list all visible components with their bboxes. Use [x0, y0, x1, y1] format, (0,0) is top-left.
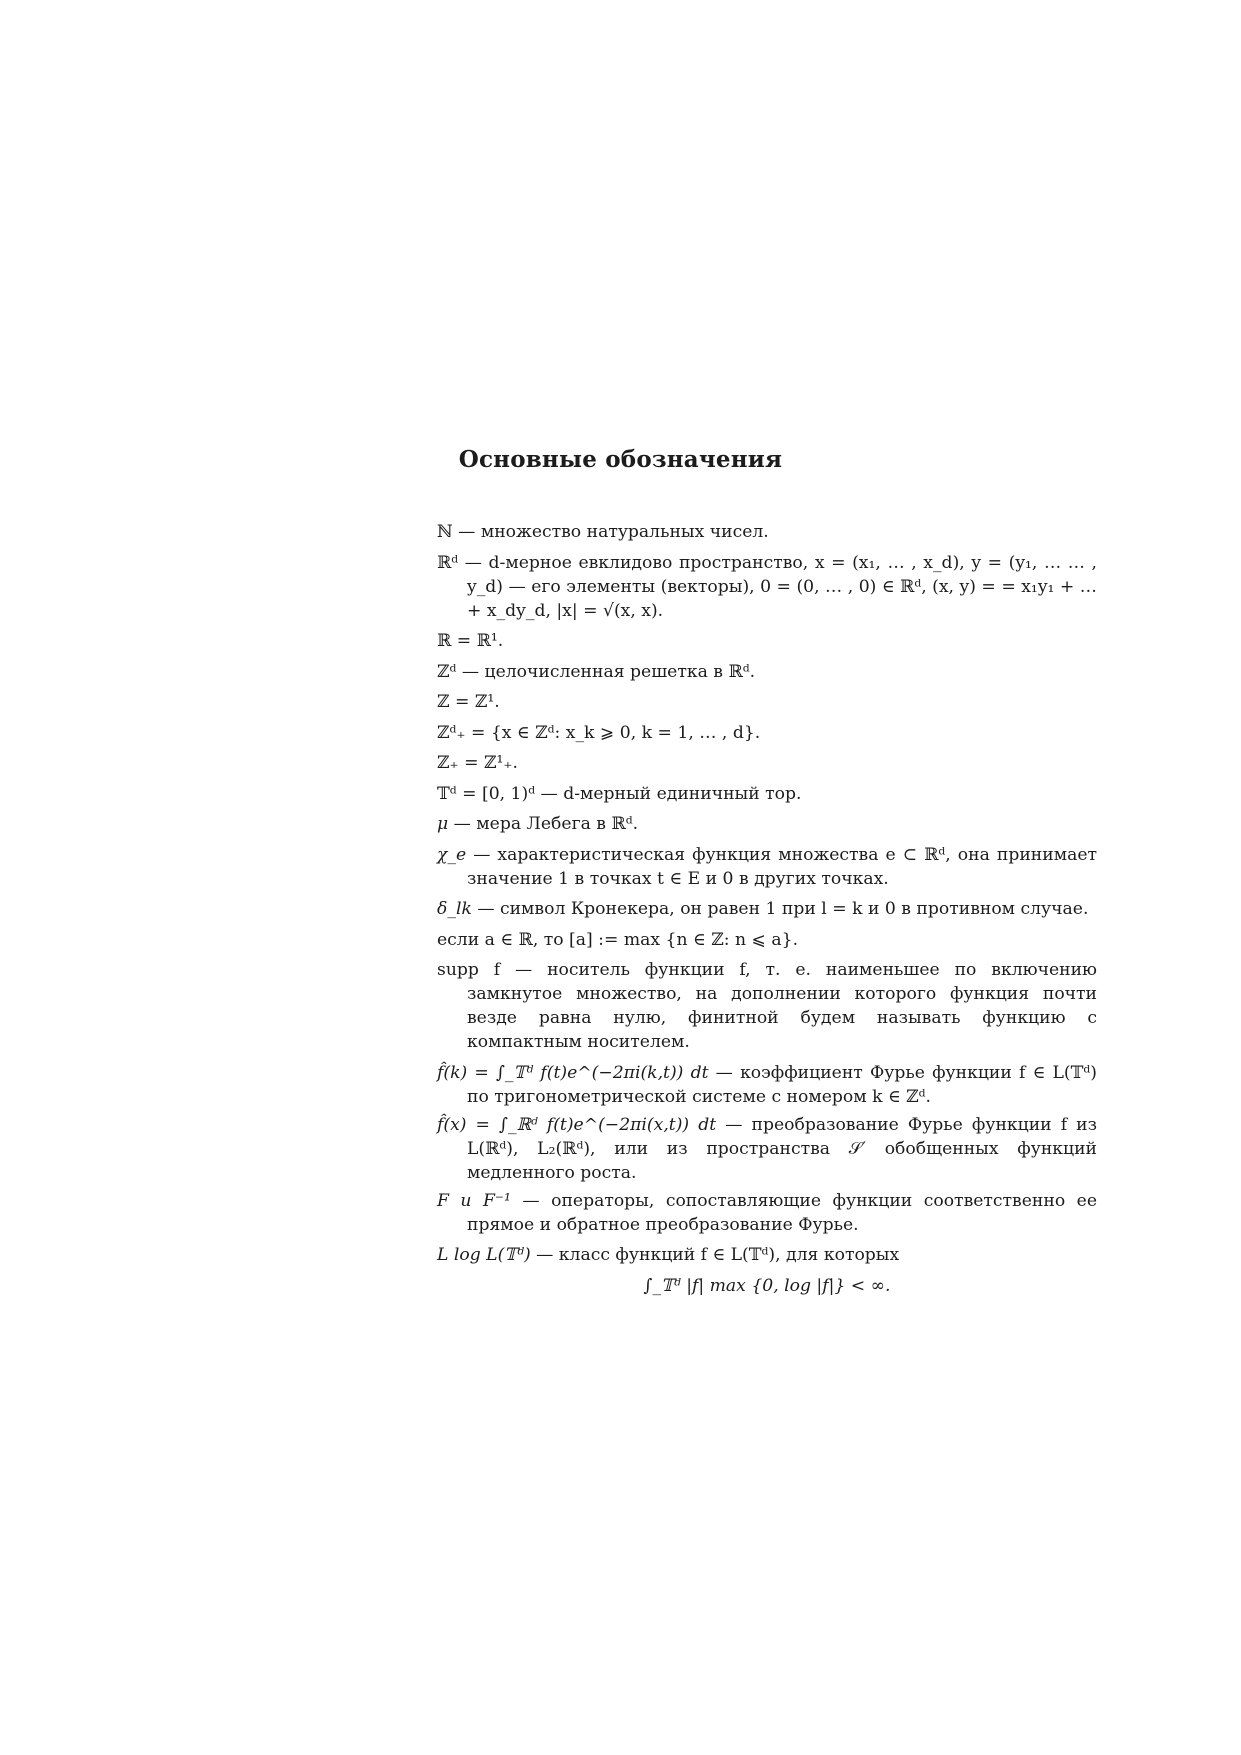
notation-entry: [437, 782, 1097, 806]
notation-term: μ: [437, 814, 449, 834]
final-formula: ∫_𝕋ᵈ |f| max {0, log |f|} < ∞.: [643, 1275, 891, 1296]
notation-desc: — коэффициент Фурье функции f ∈ L(𝕋ᵈ) по тригонометрической системе с номером k ∈ ℤᵈ.: [467, 1062, 1097, 1107]
notation-entry: [437, 551, 1097, 623]
notation-entry: [437, 1243, 1097, 1267]
notation-entry: [437, 751, 1097, 775]
notation-desc: — целочисленная решетка в ℝᵈ.: [456, 661, 756, 682]
notation-desc: — мера Лебега в ℝᵈ.: [448, 814, 639, 834]
notation-entry: [437, 629, 1097, 653]
notation-term: если a ∈ ℝ, то [a] := max {n ∈ ℤ: n ⩽ a}.: [437, 929, 799, 950]
notation-term: ℤ₊ = ℤ¹₊.: [437, 753, 518, 773]
notation-entry: [437, 660, 1097, 684]
notation-term: f̂(k) = ∫_𝕋ᵈ f(t)e^(−2πi(k,t)) dt: [437, 1062, 709, 1083]
notation-entry: [437, 897, 1097, 921]
notation-desc: — d-мерный единичный тор.: [535, 783, 802, 804]
notation-desc: — операторы, сопоставляющие функции соответственно ее прямое и обратное преобразование Фурье.: [467, 1190, 1098, 1235]
notation-entry: [437, 843, 1097, 891]
notation-entry: [437, 812, 1097, 836]
notation-term: ℤᵈ₊ = {x ∈ ℤᵈ: x_k ⩾ 0, k = 1, … , d}.: [437, 722, 761, 743]
notation-term: ℝᵈ: [437, 552, 459, 573]
notation-entry: [437, 1113, 1097, 1185]
notation-term: ℤ = ℤ¹.: [437, 692, 500, 712]
notation-term: δ_lk: [437, 899, 472, 919]
notation-entry: [437, 958, 1097, 1054]
notation-entry: [437, 690, 1097, 714]
notation-desc: — множество натуральных чисел.: [452, 522, 769, 542]
notation-term: F и F⁻¹: [437, 1190, 511, 1211]
notation-desc: — носитель функции f, т. е. наименьшее по включению замкнутое множество, на дополнении которого функция почти везде равна нулю, финитной будем называть функцию с компактным носителем.: [467, 960, 1097, 1052]
notation-desc: — класс функций f ∈ L(𝕋ᵈ), для которых: [530, 1245, 900, 1265]
notation-desc: — символ Кронекера, он равен 1 при l = k и 0 в противном случае.: [471, 899, 1089, 919]
notation-term: L log L(𝕋ᵈ): [437, 1245, 531, 1265]
notation-entry: [437, 1189, 1097, 1237]
notation-desc: — преобразование Фурье функции f из L(ℝᵈ), L₂(ℝᵈ), или из пространства 𝒮′ обобщенных функций медленного роста.: [467, 1114, 1097, 1183]
notation-desc: — d-мерное евклидово пространство, x = (x₁, … , x_d), y = (y₁, … … , y_d) — его элементы (векторы), 0 = (0, … , 0) ∈ ℝᵈ, (x, y) = = x₁y₁ + … + x_dy_d, |x| = √(x, x).: [458, 552, 1097, 621]
notation-term: f̂(x) = ∫_ℝᵈ f(t)e^(−2πi(x,t)) dt: [437, 1114, 717, 1135]
notation-term: ℝ = ℝ¹.: [437, 631, 504, 651]
notation-entry: [437, 520, 1097, 544]
notation-term: χ_e: [437, 844, 467, 865]
notation-entry: [437, 1061, 1097, 1109]
notation-term: ℤᵈ: [437, 661, 457, 682]
notation-term: supp f: [437, 960, 501, 980]
notation-entry: [437, 928, 1097, 952]
notation-desc: — характеристическая функция множества e ⊂ ℝᵈ, она принимает значение 1 в точках t ∈ E и 0 в других точках.: [466, 844, 1097, 889]
page-title: Основные обозначения: [458, 446, 783, 473]
notation-entry: [437, 721, 1097, 745]
notation-term: 𝕋ᵈ = [0, 1)ᵈ: [437, 783, 536, 804]
notation-list: [437, 520, 1097, 1304]
notation-term: ℕ: [437, 522, 453, 542]
